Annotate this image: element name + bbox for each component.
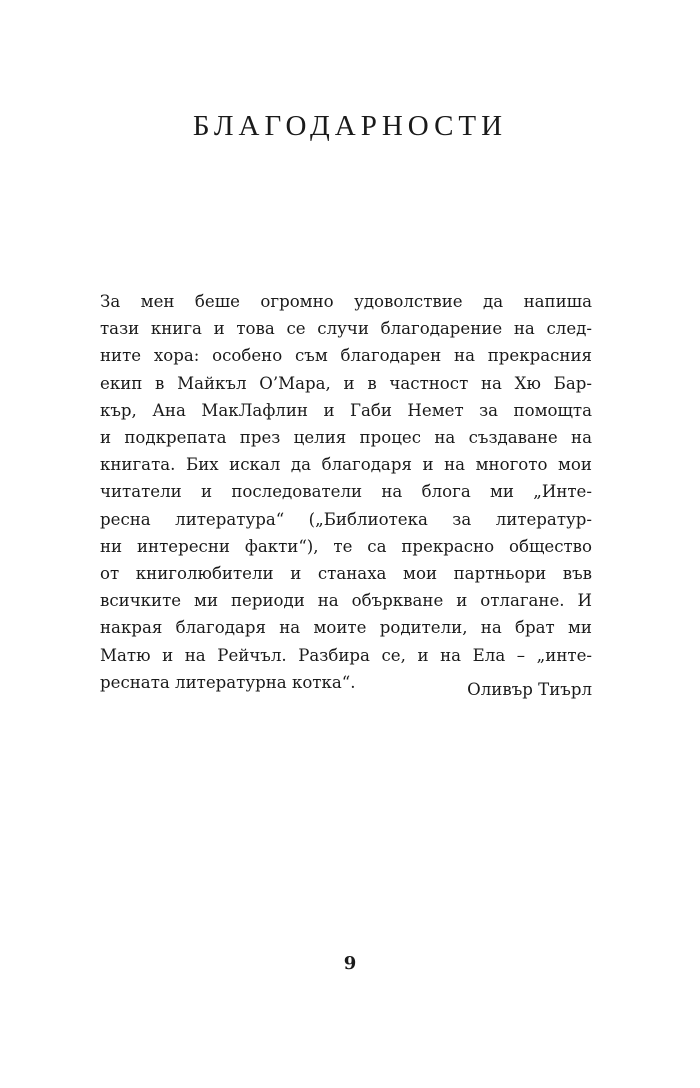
paragraph-line: ни интересни факти“), те са прекрасно общество bbox=[100, 536, 592, 556]
paragraph-line: ресна литература“ („Библиотека за литератур- bbox=[100, 509, 592, 529]
paragraph-line: от книголюбители и станаха мои партньори във bbox=[100, 564, 592, 584]
acknowledgements-paragraph bbox=[100, 288, 592, 696]
paragraph-line: ресната литературна котка“. bbox=[100, 672, 356, 692]
paragraph-line: накрая благодаря на моите родители, на брат ми bbox=[100, 618, 592, 638]
paragraph-line: книгата. Бих искал да благодаря и на многото мои bbox=[100, 455, 592, 475]
paragraph-line: читатели и последователи на блога ми „Инте- bbox=[100, 482, 592, 502]
paragraph-line: За мен беше огромно удоволствие да напиша bbox=[100, 292, 592, 311]
author-signature: Оливър Тиърл bbox=[467, 680, 592, 699]
paragraph-line: Матю и на Рейчъл. Разбира се, и на Ела – „инте- bbox=[100, 645, 592, 665]
page-number: 9 bbox=[343, 953, 357, 974]
page-title: БЛАГОДАРНОСТИ bbox=[192, 110, 508, 142]
paragraph-line: екип в Майкъл О’Мара, и в частност на Хю Бар- bbox=[100, 373, 592, 393]
paragraph-line: и подкрепата през целия процес на създаване на bbox=[100, 428, 592, 448]
paragraph-line: ните хора: особено съм благодарен на прекрасния bbox=[100, 346, 592, 366]
paragraph-line: всичките ми периоди на объркване и отлагане. И bbox=[100, 591, 592, 611]
paragraph-line: тази книга и това се случи благодарение на след- bbox=[100, 319, 592, 339]
paragraph-line: кър, Ана МакЛафлин и Габи Немет за помощта bbox=[100, 400, 592, 420]
